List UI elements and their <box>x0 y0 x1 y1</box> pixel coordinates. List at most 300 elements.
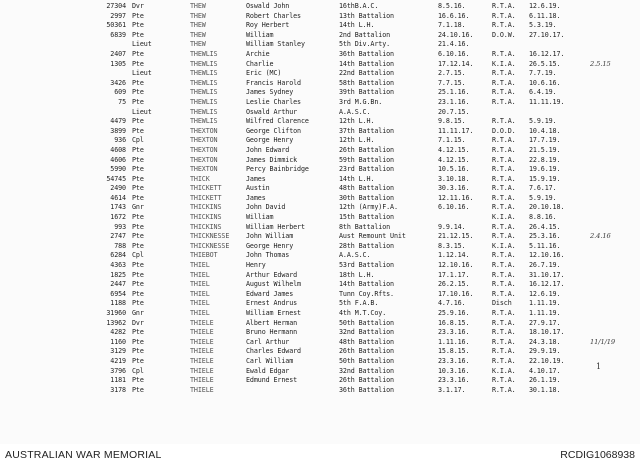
given-names: George Henry <box>246 136 294 145</box>
surname: THICKNESSE <box>190 232 230 241</box>
rank: Pte <box>132 376 144 385</box>
fate: R.T.A. <box>492 21 516 30</box>
unit: 26th Battalion <box>339 145 394 154</box>
enlistment-date: 20.7.15. <box>438 107 470 116</box>
service-number: 54745 <box>106 174 126 183</box>
rank: Dvr <box>132 318 144 327</box>
table-row <box>0 232 640 242</box>
unit: 28th Battalion <box>339 241 394 250</box>
rank: Pte <box>132 261 144 270</box>
service-number: 2747 <box>110 232 126 241</box>
service-number: 4363 <box>110 261 126 270</box>
table-row <box>0 194 640 204</box>
unit: 8th Battalion <box>339 222 391 231</box>
surname: THEXTON <box>190 136 218 145</box>
given-names: William <box>246 213 274 222</box>
rank: Pte <box>132 270 144 279</box>
table-row <box>0 290 640 300</box>
fate-date: 17.7.19. <box>529 136 561 145</box>
fate-date: 26.7.19. <box>529 261 561 270</box>
table-row <box>0 60 640 70</box>
table-row <box>0 117 640 127</box>
rank: Dvr <box>132 2 144 10</box>
given-names: William Ernest <box>246 309 301 317</box>
table-row <box>0 376 640 386</box>
rank: Lieut <box>132 107 152 116</box>
unit: 30th Battalion <box>339 193 394 202</box>
enlistment-date: 21.4.16. <box>438 40 470 49</box>
surname: THICKETT <box>190 193 222 202</box>
table-row <box>0 146 640 156</box>
rank: Pte <box>132 97 144 106</box>
unit: 12th L.H. <box>339 117 375 126</box>
enlistment-date: 17.10.16. <box>438 289 474 298</box>
unit: 23rd Battalion <box>339 165 394 174</box>
fate: K.I.A. <box>492 213 516 222</box>
table-row <box>0 127 640 137</box>
surname: THEWLIS <box>190 78 218 87</box>
given-names: Charlie <box>246 59 274 68</box>
fate-date: 1.11.19. <box>529 299 561 308</box>
surname: THEXTON <box>190 165 218 174</box>
handwritten-note: 11/1/19 <box>590 337 616 346</box>
given-names: Percy Bainbridge <box>246 165 309 174</box>
fate-date: 12.6.19. <box>529 289 561 298</box>
given-names: Edmund Ernest <box>246 376 298 385</box>
rank: Cpl <box>132 136 144 145</box>
rank: Cpl <box>132 251 144 260</box>
unit: 12th L.H. <box>339 136 375 145</box>
surname: THIELE <box>190 366 214 375</box>
enlistment-date: 6.10.16. <box>438 49 470 58</box>
service-number: 6284 <box>110 251 126 260</box>
surname: THEWLIS <box>190 88 218 97</box>
service-number: 4606 <box>110 155 126 164</box>
unit: 50th Battalion <box>339 356 394 365</box>
footer-institution: AUSTRALIAN WAR MEMORIAL <box>5 449 162 461</box>
fate-date: 6.11.18. <box>529 11 561 20</box>
enlistment-date: 21.12.15. <box>438 232 474 241</box>
fate: R.T.A. <box>492 328 516 337</box>
enlistment-date: 17.12.14. <box>438 59 474 68</box>
given-names: John William <box>246 232 294 241</box>
rank: Pte <box>132 213 144 222</box>
service-number: 1188 <box>110 299 126 308</box>
service-number: 13962 <box>106 318 126 327</box>
enlistment-date: 23.3.16. <box>438 376 470 385</box>
fate-date: 30.1.18. <box>529 385 561 394</box>
rank: Pte <box>132 30 144 39</box>
enlistment-date: 23.3.16. <box>438 356 470 365</box>
enlistment-date: 10.5.16. <box>438 165 470 174</box>
service-number: 4479 <box>110 117 126 126</box>
fate: K.I.A. <box>492 366 516 375</box>
rank: Pte <box>132 126 144 135</box>
rank: Pte <box>132 289 144 298</box>
fate: R.T.A. <box>492 2 516 10</box>
fate: R.T.A. <box>492 376 516 385</box>
given-names: Eric (MC) <box>246 69 282 78</box>
rank: Pte <box>132 184 144 193</box>
fate-date: 4.10.17. <box>529 366 561 375</box>
fate: R.T.A. <box>492 251 516 260</box>
fate: R.T.A. <box>492 11 516 20</box>
fate-date: 24.3.18. <box>529 337 561 346</box>
unit: A.A.S.C. <box>339 251 371 260</box>
fate: R.T.A. <box>492 49 516 58</box>
handwritten-note: 2.4.16 <box>590 232 611 241</box>
surname: THIELE <box>190 376 214 385</box>
surname: THIELE <box>190 347 214 356</box>
service-number: 2407 <box>110 49 126 58</box>
service-number: 3796 <box>110 366 126 375</box>
unit: 36th Battalion <box>339 385 394 394</box>
unit: 5th Div.Arty. <box>339 40 391 49</box>
fate-date: 5.9.19. <box>529 193 557 202</box>
rank: Lieut <box>132 40 152 49</box>
service-number: 3178 <box>110 385 126 394</box>
enlistment-date: 17.1.17. <box>438 270 470 279</box>
enlistment-date: 16.8.15. <box>438 318 470 327</box>
surname: THICKINS <box>190 213 222 222</box>
unit: 32nd Battalion <box>339 328 394 337</box>
surname: THICKETT <box>190 184 222 193</box>
surname: THEW <box>190 40 206 49</box>
service-number: 609 <box>114 88 126 97</box>
given-names: James <box>246 174 266 183</box>
table-row <box>0 299 640 309</box>
fate-date: 26.1.19. <box>529 376 561 385</box>
unit: 48th Battalion <box>339 337 394 346</box>
service-number: 1825 <box>110 270 126 279</box>
surname: THICKINS <box>190 222 222 231</box>
service-number: 5990 <box>110 165 126 174</box>
surname: THIELE <box>190 328 214 337</box>
fate-date: 26.5.15. <box>529 59 561 68</box>
service-number: 75 <box>118 97 126 106</box>
given-names: Oswald Arthur <box>246 107 298 116</box>
table-row <box>0 357 640 367</box>
unit: 16thB.A.C. <box>339 2 379 10</box>
surname: THIELE <box>190 337 214 346</box>
table-row <box>0 347 640 357</box>
given-names: George Clifton <box>246 126 301 135</box>
enlistment-date: 1.11.16. <box>438 337 470 346</box>
enlistment-date: 3.1.17. <box>438 385 466 394</box>
table-row <box>0 223 640 233</box>
surname: THEWLIS <box>190 97 218 106</box>
enlistment-date: 12.11.16. <box>438 193 474 202</box>
enlistment-date: 9.8.15. <box>438 117 466 126</box>
unit: 5th F.A.B. <box>339 299 379 308</box>
enlistment-date: 24.10.16. <box>438 30 474 39</box>
surname: THIEL <box>190 280 210 289</box>
surname: THEXTON <box>190 145 218 154</box>
fate-date: 19.6.19. <box>529 165 561 174</box>
rank: Gnr <box>132 309 144 317</box>
unit: 50th Battalion <box>339 318 394 327</box>
surname: THEXTON <box>190 155 218 164</box>
service-number: 2997 <box>110 11 126 20</box>
fate-date: 22.10.19. <box>529 356 565 365</box>
fate-date: 12.10.16. <box>529 251 565 260</box>
fate: R.T.A. <box>492 337 516 346</box>
fate-date: 29.9.19. <box>529 347 561 356</box>
fate-date: 11.11.19. <box>529 97 565 106</box>
rank: Pte <box>132 59 144 68</box>
enlistment-date: 7.1.18. <box>438 21 466 30</box>
enlistment-date: 25.9.16. <box>438 309 470 317</box>
enlistment-date: 1.12.14. <box>438 251 470 260</box>
fate: R.T.A. <box>492 356 516 365</box>
enlistment-date: 30.3.16. <box>438 184 470 193</box>
rank: Pte <box>132 21 144 30</box>
unit: Aust Remount Unit <box>339 232 406 241</box>
given-names: George Henry <box>246 241 294 250</box>
surname: THEW <box>190 30 206 39</box>
unit: 59th Battalion <box>339 155 394 164</box>
surname: THIEL <box>190 261 210 270</box>
fate-date: 5.11.16. <box>529 241 561 250</box>
table-row <box>0 2 640 12</box>
fate: R.T.A. <box>492 385 516 394</box>
service-number: 4219 <box>110 356 126 365</box>
enlistment-date: 7.7.15. <box>438 78 466 87</box>
rank: Cpl <box>132 366 144 375</box>
surname: THICK <box>190 174 210 183</box>
fate: Disch <box>492 299 512 308</box>
unit: 26th Battalion <box>339 347 394 356</box>
fate: R.T.A. <box>492 270 516 279</box>
fate-date: 5.3.19. <box>529 21 557 30</box>
rank: Pte <box>132 193 144 202</box>
rank: Pte <box>132 49 144 58</box>
unit: 3rd M.G.Bn. <box>339 97 383 106</box>
unit: 13th Battalion <box>339 11 394 20</box>
surname: THIEL <box>190 270 210 279</box>
given-names: Oswald John <box>246 2 290 10</box>
surname: THEW <box>190 11 206 20</box>
fate-date: 20.10.18. <box>529 203 565 212</box>
fate-date: 8.8.16. <box>529 213 557 222</box>
fate: R.T.A. <box>492 184 516 193</box>
enlistment-date: 26.2.15. <box>438 280 470 289</box>
service-number: 6839 <box>110 30 126 39</box>
table-row <box>0 251 640 261</box>
enlistment-date: 15.8.15. <box>438 347 470 356</box>
rank: Pte <box>132 385 144 394</box>
fate-date: 6.4.19. <box>529 88 557 97</box>
given-names: Francis Harold <box>246 78 301 87</box>
surname: THIEL <box>190 299 210 308</box>
rank: Pte <box>132 328 144 337</box>
given-names: Edward James <box>246 289 294 298</box>
fate-date: 7.6.17. <box>529 184 557 193</box>
service-number: 50361 <box>106 21 126 30</box>
rank: Pte <box>132 78 144 87</box>
surname: THEXTON <box>190 126 218 135</box>
service-number: 4614 <box>110 193 126 202</box>
given-names: August Wilhelm <box>246 280 301 289</box>
service-number: 936 <box>114 136 126 145</box>
rank: Pte <box>132 155 144 164</box>
footer-record-id: RCDIG1068938 <box>560 449 635 461</box>
enlistment-date: 3.10.18. <box>438 174 470 183</box>
unit: 22nd Battalion <box>339 69 394 78</box>
given-names: Robert Charles <box>246 11 301 20</box>
handwritten-note: 2.5.15 <box>590 59 611 68</box>
given-names: William Stanley <box>246 40 305 49</box>
service-number: 31960 <box>106 309 126 317</box>
fate: R.T.A. <box>492 318 516 327</box>
fate: R.T.A. <box>492 145 516 154</box>
given-names: John Thomas <box>246 251 290 260</box>
fate-date: 16.12.17. <box>529 49 565 58</box>
unit: 39th Battalion <box>339 88 394 97</box>
table-row <box>0 40 640 50</box>
given-names: Roy Herbert <box>246 21 290 30</box>
fate-date: 10.4.18. <box>529 126 561 135</box>
fate-date: 18.10.17. <box>529 328 565 337</box>
rank: Pte <box>132 347 144 356</box>
rank: Pte <box>132 117 144 126</box>
given-names: Leslie Charles <box>246 97 301 106</box>
given-names: Archie <box>246 49 270 58</box>
fate: R.T.A. <box>492 289 516 298</box>
service-number: 3899 <box>110 126 126 135</box>
table-row <box>0 50 640 60</box>
nominal-roll-table <box>0 2 640 442</box>
given-names: James Sydney <box>246 88 294 97</box>
service-number: 6954 <box>110 289 126 298</box>
rank: Pte <box>132 174 144 183</box>
fate: R.T.A. <box>492 222 516 231</box>
rank: Pte <box>132 11 144 20</box>
table-row <box>0 98 640 108</box>
enlistment-date: 4.12.15. <box>438 155 470 164</box>
table-row <box>0 136 640 146</box>
table-row <box>0 165 640 175</box>
unit: 14th Battalion <box>339 59 394 68</box>
given-names: William Herbert <box>246 222 305 231</box>
enlistment-date: 11.11.17. <box>438 126 474 135</box>
fate-date: 27.9.17. <box>529 318 561 327</box>
given-names: Wilfred Clarence <box>246 117 309 126</box>
service-number: 1160 <box>110 337 126 346</box>
given-names: Carl William <box>246 356 294 365</box>
unit: 36th Battalion <box>339 49 394 58</box>
table-row <box>0 261 640 271</box>
service-number: 1181 <box>110 376 126 385</box>
service-number: 1305 <box>110 59 126 68</box>
table-row <box>0 271 640 281</box>
enlistment-date: 12.10.16. <box>438 261 474 270</box>
surname: THEW <box>190 2 206 10</box>
table-row <box>0 184 640 194</box>
unit: 4th M.T.Coy. <box>339 309 387 317</box>
enlistment-date: 7.1.15. <box>438 136 466 145</box>
fate-date: 25.3.16. <box>529 232 561 241</box>
table-row <box>0 108 640 118</box>
table-row <box>0 280 640 290</box>
service-number: 788 <box>114 241 126 250</box>
service-number: 3426 <box>110 78 126 87</box>
rank: Pte <box>132 241 144 250</box>
fate-date: 1.11.19. <box>529 309 561 317</box>
service-number: 4282 <box>110 328 126 337</box>
rank: Pte <box>132 222 144 231</box>
given-names: James Dimmick <box>246 155 298 164</box>
fate-date: 7.7.19. <box>529 69 557 78</box>
rank: Pte <box>132 356 144 365</box>
given-names: Ernest Andrus <box>246 299 298 308</box>
surname: THIEL <box>190 309 210 317</box>
handwritten-mark: 1 <box>596 362 602 371</box>
unit: 26th Battalion <box>339 376 394 385</box>
surname: THIELE <box>190 318 214 327</box>
table-row <box>0 31 640 41</box>
table-row <box>0 156 640 166</box>
service-number: 1743 <box>110 203 126 212</box>
rank: Pte <box>132 88 144 97</box>
enlistment-date: 10.3.16. <box>438 366 470 375</box>
footer-bar <box>0 444 640 466</box>
fate: R.T.A. <box>492 309 516 317</box>
table-row <box>0 328 640 338</box>
enlistment-date: 25.1.16. <box>438 88 470 97</box>
table-row <box>0 386 640 396</box>
fate-date: 22.8.19. <box>529 155 561 164</box>
rank: Pte <box>132 280 144 289</box>
table-row <box>0 21 640 31</box>
surname: THICKINS <box>190 203 222 212</box>
unit: 14th Battalion <box>339 280 394 289</box>
fate-date: 27.10.17. <box>529 30 565 39</box>
enlistment-date: 9.9.14. <box>438 222 466 231</box>
enlistment-date: 2.7.15. <box>438 69 466 78</box>
fate-date: 15.9.19. <box>529 174 561 183</box>
fate: R.T.A. <box>492 193 516 202</box>
unit: 18th L.H. <box>339 270 375 279</box>
service-number: 2490 <box>110 184 126 193</box>
unit: 14th L.H. <box>339 174 375 183</box>
enlistment-date: 8.5.16. <box>438 2 466 10</box>
surname: THIELE <box>190 385 214 394</box>
surname: THEWLIS <box>190 59 218 68</box>
unit: 48th Battalion <box>339 184 394 193</box>
fate: R.T.A. <box>492 174 516 183</box>
fate: R.T.A. <box>492 165 516 174</box>
fate: R.T.A. <box>492 117 516 126</box>
fate: R.T.A. <box>492 261 516 270</box>
service-number: 4608 <box>110 145 126 154</box>
table-row <box>0 242 640 252</box>
fate-date: 10.6.16. <box>529 78 561 87</box>
surname: THICKNESSE <box>190 241 230 250</box>
unit: 12th (Army)F.A. <box>339 203 398 212</box>
fate: R.T.A. <box>492 280 516 289</box>
given-names: John Edward <box>246 145 290 154</box>
given-names: John David <box>246 203 286 212</box>
unit: A.A.S.C. <box>339 107 371 116</box>
fate: K.I.A. <box>492 241 516 250</box>
table-row <box>0 79 640 89</box>
given-names: Carl Arthur <box>246 337 290 346</box>
table-row <box>0 203 640 213</box>
unit: 32nd Battalion <box>339 366 394 375</box>
surname: THEWLIS <box>190 49 218 58</box>
enlistment-date: 4.12.15. <box>438 145 470 154</box>
